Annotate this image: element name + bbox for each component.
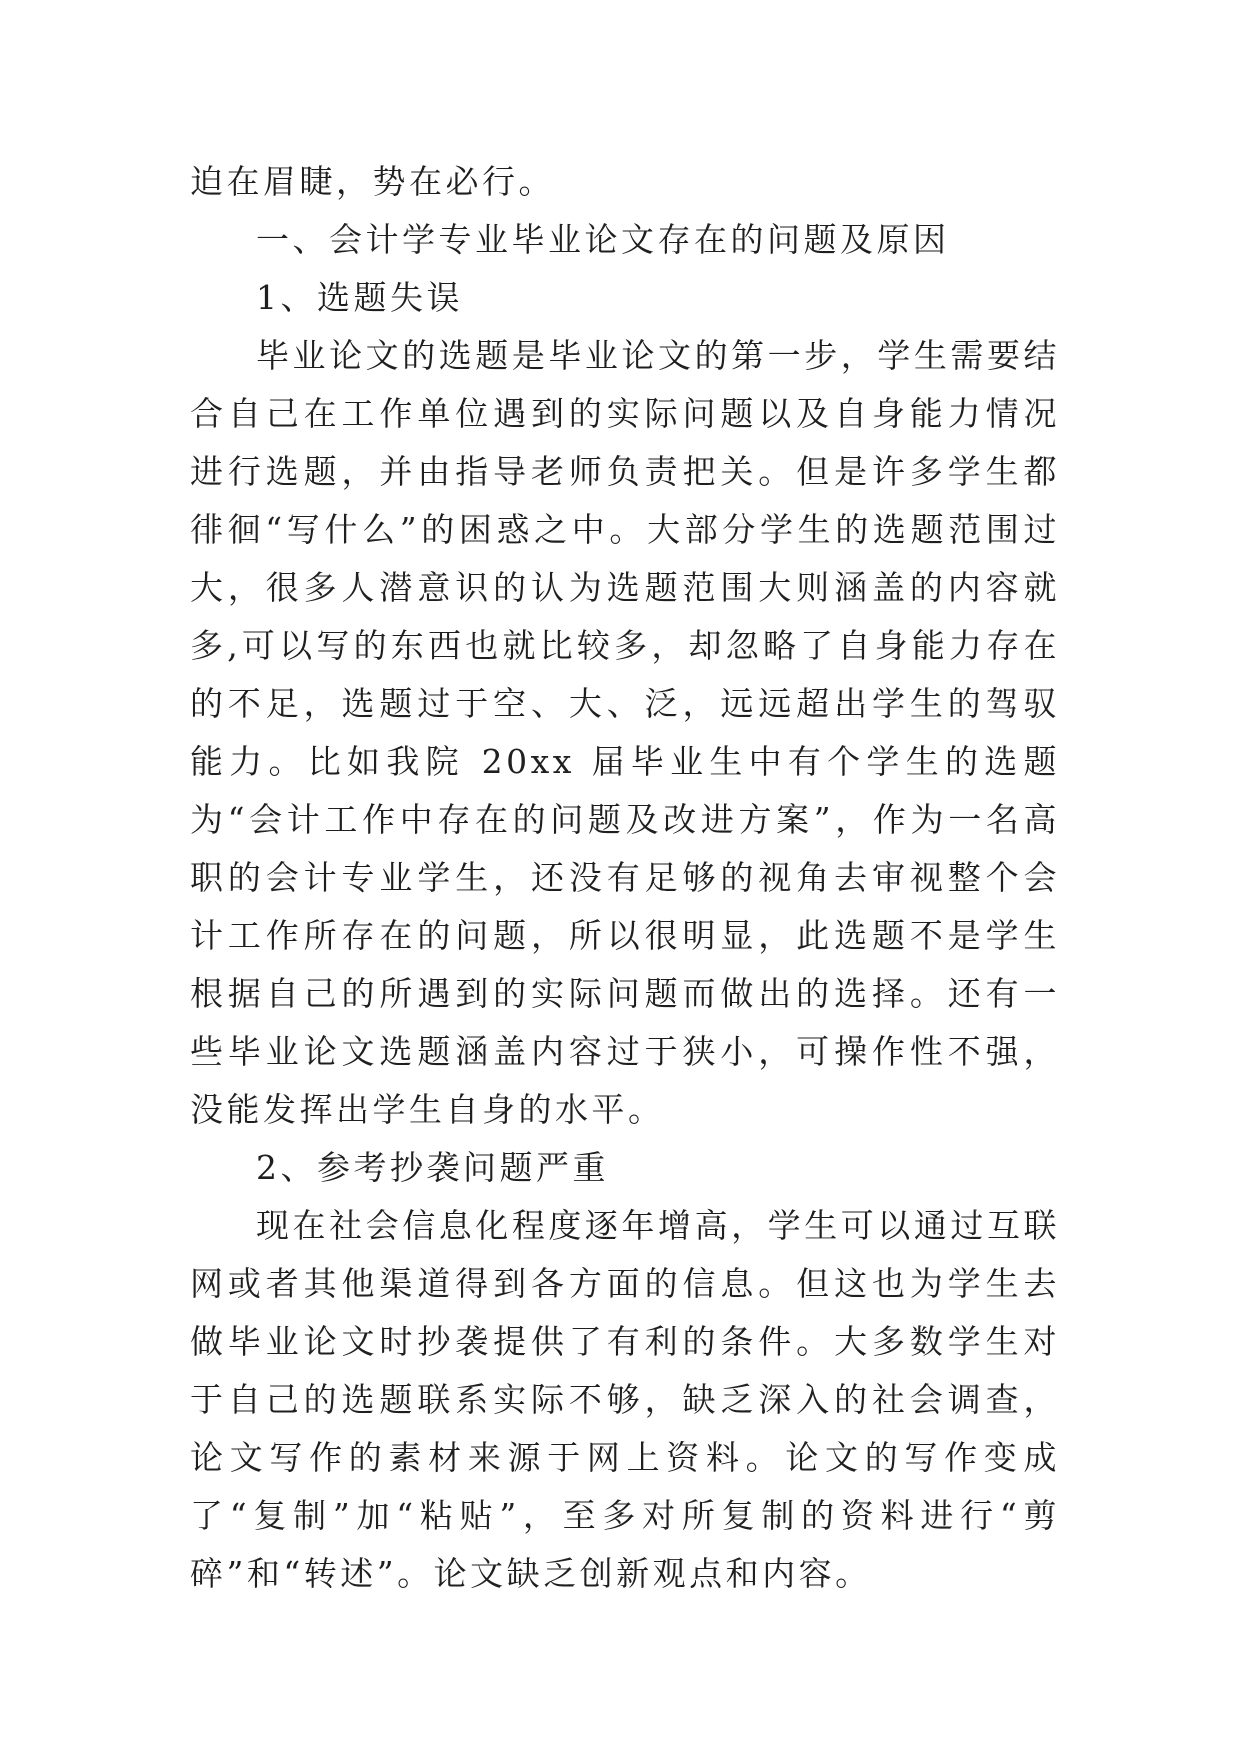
section-heading: 一、会计学专业毕业论文存在的问题及原因 (256, 220, 950, 259)
paragraph-topic-selection: 毕业论文的选题是毕业论文的第一步，学生需要结合自己在工作单位遇到的实际问题以及自身能力情况进行选题，并由指导老师负责把关。但是许多学生都徘徊“写什么”的困惑之中。大部分学生的选题范围过大，很多人潜意识的认为选题范围大则涵盖的内容就多,可以写的东西也就比较多，却忽略了自身能力存在的不足，选题过于空、大、泛，远远超出学生的驾驭能力。比如我院 20xx 届毕业生中有个学生的选题为“会计工作中存在的问题及改进方案”，作为一名高职的会计专业学生，还没有足够的视角去审视整个会计工作所存在的问题，所以很明显，此选题不是学生根据自己的所遇到的实际问题而做出的选择。还有一些毕业论文选题涵盖内容过于狭小，可操作性不强，没能发挥出学生自身的水平。 (190, 336, 1060, 1129)
paragraph-continuation: 迫在眉睫，势在必行。 (190, 162, 555, 201)
document-body (190, 153, 1060, 1603)
paragraph-plagiarism: 现在社会信息化程度逐年增高，学生可以通过互联网或者其他渠道得到各方面的信息。但这也为学生去做毕业论文时抄袭提供了有利的条件。大多数学生对于自己的选题联系实际不够，缺乏深入的社会调查，论文写作的素材来源于网上资料。论文的写作变成了“复制”加“粘贴”，至多对所复制的资料进行“剪碎”和“转述”。论文缺乏创新观点和内容。 (190, 1206, 1060, 1593)
subsection-heading-topic-selection: 1、选题失误 (256, 278, 463, 317)
subsection-heading-plagiarism: 2、参考抄袭问题严重 (256, 1148, 609, 1187)
